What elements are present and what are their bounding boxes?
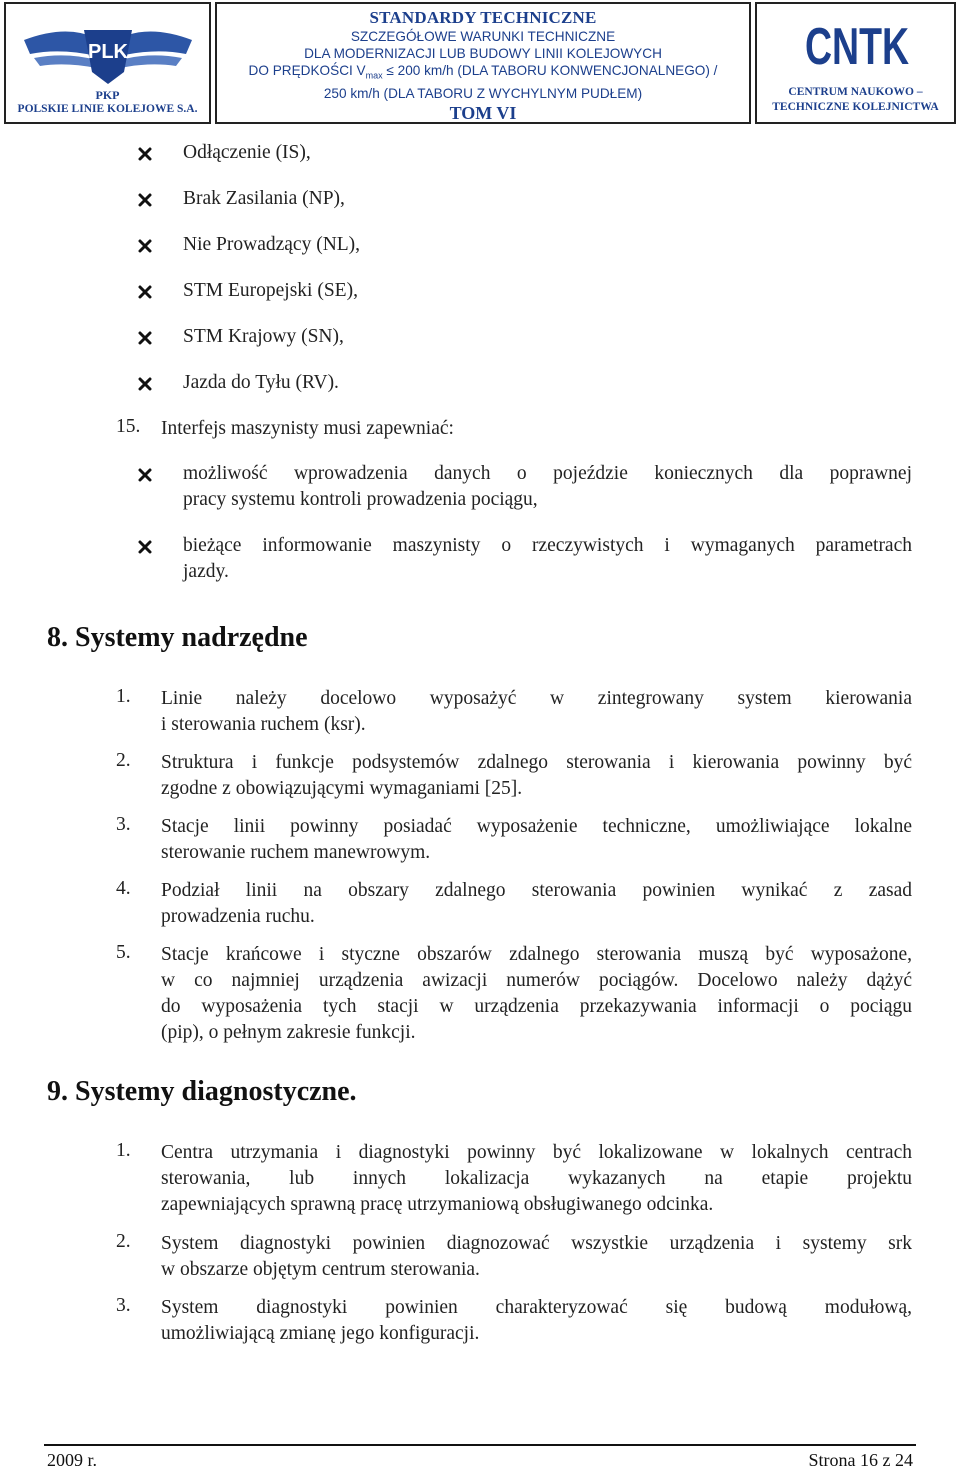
cntk-name-1: CENTRUM NAUKOWO – <box>788 86 923 98</box>
item-number: 3. <box>116 1295 131 1316</box>
numbered-paragraph: Linie należy docelowo wyposażyć w zintegrowany system kierowania i sterowania ruchem (ksr). <box>161 688 912 735</box>
header-speed-tilt: 250 km/h (DLA TABORU Z WYCHYLNYM PUDŁEM) <box>323 85 643 101</box>
list-item: Brak Zasilania (NP), <box>183 188 345 209</box>
numbered-paragraph: Podział linii na obszary zdalnego sterowania powinien wynikać z zasad prowadzenia ruchu. <box>161 880 912 927</box>
list-item: STM Europejski (SE), <box>183 280 358 301</box>
header-title-box <box>215 2 751 124</box>
document-header <box>4 2 956 124</box>
numbered-paragraph: System diagnostyki powinien charakteryzować się budową modułową, umożliwiającą zmianę jego konfiguracji. <box>161 1297 912 1344</box>
numbered-paragraph: Stacje linii powinny posiadać wyposażenie techniczne, umożliwiające lokalne sterowanie ruchem manewrowym. <box>161 816 912 863</box>
list-item: Odłączenie (IS), <box>183 142 311 163</box>
plk-logo <box>16 10 200 90</box>
section-heading: 9. Systemy diagnostyczne. <box>47 1076 357 1107</box>
item-number: 4. <box>116 878 131 899</box>
section-heading: 8. Systemy nadrzędne <box>47 622 308 653</box>
svg-text:CNTK: CNTK <box>805 18 910 76</box>
item-number: 3. <box>116 814 131 835</box>
header-volume: TOM VI <box>449 102 517 123</box>
item-number: 5. <box>116 942 131 963</box>
org-name: POLSKIE LINIE KOLEJOWE S.A. <box>17 103 198 115</box>
header-left-box <box>4 2 211 124</box>
header-subtitle: SZCZEGÓŁOWE WARUNKI TECHNICZNE <box>350 29 616 44</box>
numbered-paragraph: Stacje krańcowe i styczne obszarów zdalnego sterowania muszą być wyposażone, w co najmniej urządzenia awizacji numerów pociągów. Docelowo należy dążyć do wyposażenia tych stacji w urządzenia przekazywania informacji o pociągu (pip), o pełnym zakresie funkcji. <box>161 944 912 1043</box>
numbered-paragraph: Centra utrzymania i diagnostyki powinny być lokalizowane w lokalnych centrach sterowania, lub innych lokalizacja wykazanych na etapie projektu zapewniających sprawną pracę utrzymaniową obsługiwanego odcinka. <box>161 1142 912 1215</box>
cross-bullet-icon <box>136 191 154 209</box>
cross-bullet-icon <box>136 538 154 556</box>
svg-text:PLK: PLK <box>88 41 128 63</box>
header-scope: DLA MODERNIZACJI LUB BUDOWY LINII KOLEJOWYCH <box>304 46 662 61</box>
list-item: STM Krajowy (SN), <box>183 326 344 347</box>
footer-page-number: Strona 16 z 24 <box>808 1450 913 1470</box>
cross-bullet-icon <box>136 466 154 484</box>
cross-bullet-icon <box>136 375 154 393</box>
header-title: STANDARDY TECHNICZNE <box>369 8 597 27</box>
list-item: bieżące informowanie maszynisty o rzeczywistych i wymaganych parametrach jazdy. <box>183 535 912 582</box>
cross-bullet-icon <box>136 329 154 347</box>
numbered-paragraph: Struktura i funkcje podsystemów zdalnego sterowania i kierowania powinny być zgodne z obowiązującymi wymaganiami [25]. <box>161 752 912 799</box>
cross-bullet-icon <box>136 237 154 255</box>
item-number: 1. <box>116 1140 131 1161</box>
item-number: 2. <box>116 1231 131 1252</box>
list-item: Nie Prowadzący (NL), <box>183 234 361 255</box>
numbered-paragraph: System diagnostyki powinien diagnozować wszystkie urządzenia i systemy srk w obszarze objętym centrum sterowania. <box>161 1233 912 1280</box>
item-number: 15. <box>116 416 141 437</box>
cntk-name-2: TECHNICZNE KOLEJNICTWA <box>772 101 939 113</box>
cross-bullet-icon <box>136 283 154 301</box>
header-right-box <box>755 2 956 124</box>
footer-divider <box>44 1444 916 1446</box>
item-text: Interfejs maszynisty musi zapewniać: <box>161 418 454 439</box>
item-number: 2. <box>116 750 131 771</box>
list-item: możliwość wprowadzenia danych o pojeździe koniecznych dla poprawnej pracy systemu kontroli prowadzenia pociągu, <box>183 463 912 510</box>
cntk-logo <box>803 12 911 80</box>
item-number: 1. <box>116 686 131 707</box>
header-speed: DO PRĘDKOŚCI $V_{max} \le 200$ km/h (DLA TABORU KONWENCJONALNEGO) / <box>248 63 718 81</box>
cross-bullet-icon <box>136 145 154 163</box>
list-item: Jazda do Tyłu (RV). <box>183 372 339 393</box>
footer-year: 2009 r. <box>47 1450 98 1470</box>
org-short: PKP <box>95 88 120 102</box>
